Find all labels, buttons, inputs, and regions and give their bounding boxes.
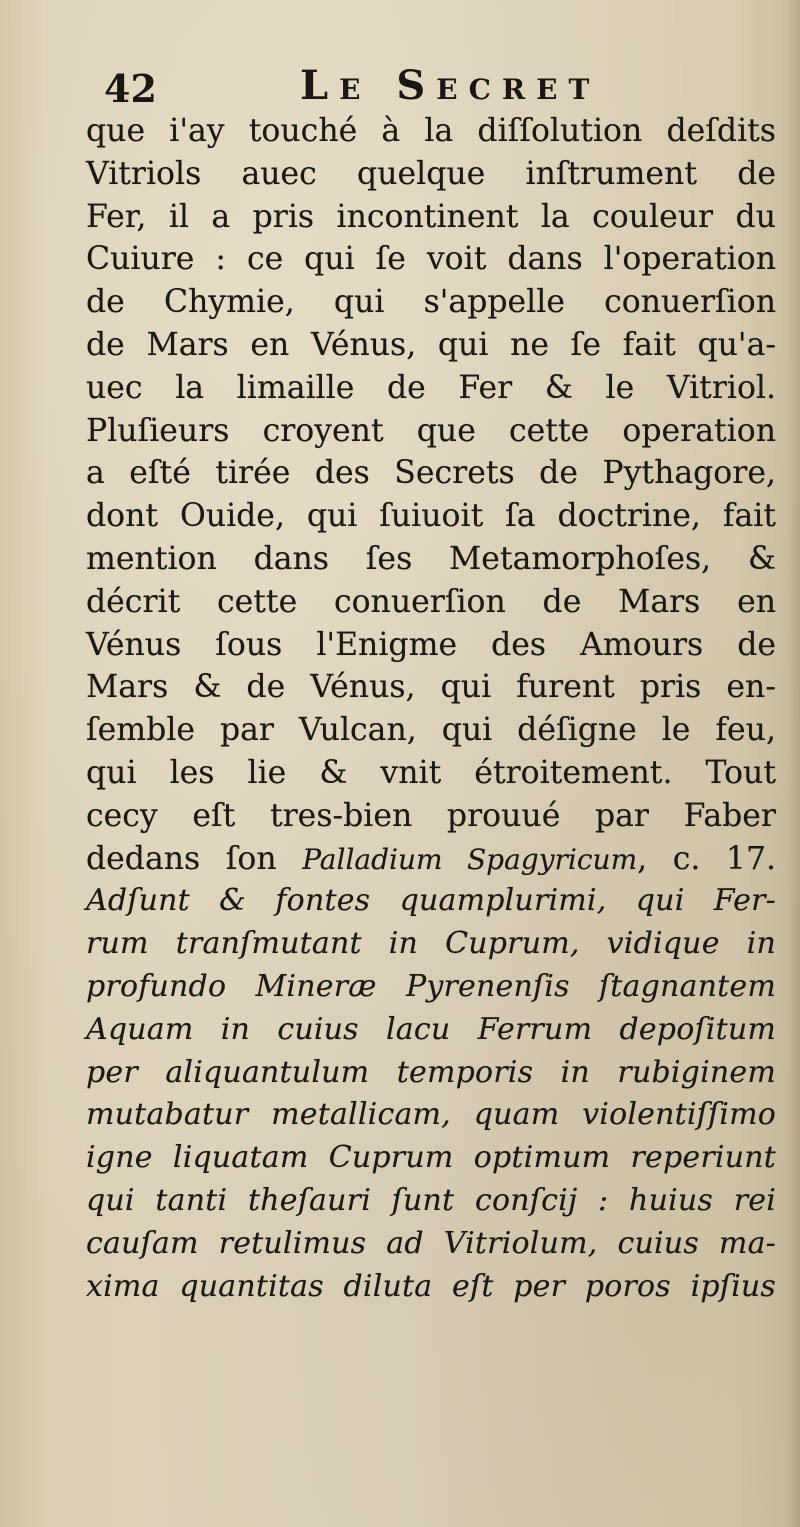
text-line: Vénus ſous l'Enigme des Amours de xyxy=(86,626,776,663)
running-head: Le Secret xyxy=(300,62,601,109)
text-line: a eſté tirée des Secrets de Pythagore, xyxy=(86,455,776,492)
text-line: uec la limaille de Fer & le Vitriol. xyxy=(86,369,776,406)
latin-quote-line: Adſunt & fontes quamplurimi, qui Fer- xyxy=(86,883,776,919)
latin-quote-line: xima quantitas diluta eſt per poros ipſius xyxy=(86,1268,776,1304)
citation-roman-start: dedans ſon xyxy=(86,840,303,877)
text-line: Mars & de Vénus, qui furent pris en- xyxy=(86,669,776,706)
citation-roman-end: , c. 17. xyxy=(637,840,777,877)
text-line: décrit cette conuerſion de Mars en xyxy=(86,583,776,620)
text-line: dont Ouide, qui ſuiuoit ſa doctrine, fait xyxy=(86,498,776,535)
latin-quote-line: Aquam in cuius lacu Ferrum depoſitum xyxy=(86,1011,776,1047)
citation-line xyxy=(86,838,776,881)
page-edge-shadow xyxy=(786,0,800,1527)
text-line: Pluſieurs croyent que cette operation xyxy=(86,412,776,449)
latin-quote-line: cauſam retulimus ad Vitriolum, cuius ma- xyxy=(86,1225,776,1261)
text-line: Fer, il a pris incontinent la couleur du xyxy=(86,198,776,235)
text-line: mention dans ſes Metamorphoſes, & xyxy=(86,540,776,577)
latin-quote-line: rum tranſmutant in Cuprum, vidique in xyxy=(86,926,776,962)
text-line: Cuiure : ce qui ſe voit dans l'operation xyxy=(86,241,776,278)
text-line: ſemble par Vulcan, qui déſigne le feu, xyxy=(86,712,776,749)
latin-quote-line: mutabatur metallicam, quam violentiſſimo xyxy=(86,1097,776,1133)
text-line: que i'ay touché à la diſſolution deſdits xyxy=(86,113,776,149)
text-line: Vitriols auec quelque inſtrument de xyxy=(86,155,776,192)
latin-quote-line: per aliquantulum temporis in rubiginem xyxy=(86,1054,776,1090)
latin-quote-line: igne liquatam Cuprum optimum reperiunt xyxy=(86,1140,776,1176)
body-text xyxy=(86,110,776,1308)
text-line: de Mars en Vénus, qui ne ſe fait qu'a- xyxy=(86,326,776,363)
latin-quote-line: qui tanti theſauri ſunt conſcij : huius rei xyxy=(86,1182,776,1218)
text-line: cecy eſt tres-bien prouué par Faber xyxy=(86,797,776,834)
text-line: qui les lie & vnit étroitement. Tout xyxy=(86,754,776,791)
citation-title: Palladium Spagyricum xyxy=(302,842,638,876)
page-number: 42 xyxy=(104,66,157,111)
text-line: de Chymie, qui s'appelle conuerſion xyxy=(86,284,776,321)
latin-quote-line: profundo Mineræ Pyrenenſis ſtagnantem xyxy=(86,968,776,1004)
